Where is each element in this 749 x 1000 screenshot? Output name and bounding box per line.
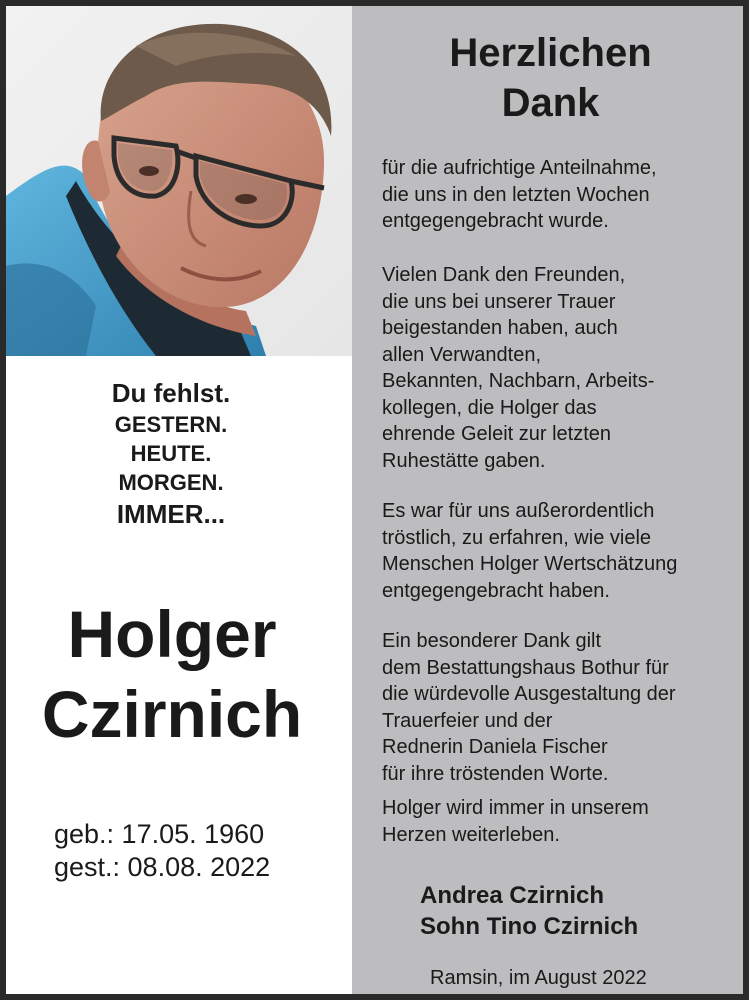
signer-name: Sohn Tino Czirnich [420,913,639,940]
text-line: für ihre tröstenden Worte. [382,762,609,785]
text-line: entgegengebracht haben. [382,579,610,602]
motto [6,376,336,531]
text-line: Herzen weiterleben. [382,823,560,846]
motto-line: HEUTE. [130,441,212,466]
text-line: Rednerin Daniela Fischer [382,736,608,758]
heading-line: Herzlichen [449,31,652,75]
first-name: Holger [67,597,277,671]
paragraph [382,498,732,604]
text-line: Vielen Dank den Freunden, [382,264,626,286]
text-line: Es war für uns außerordentlich [382,500,655,522]
portrait-illustration [6,6,352,356]
text-line: die uns in den letzten Wochen [382,183,650,206]
text-line: Menschen Holger Wertschätzung [382,553,678,575]
last-name: Czirnich [41,677,303,751]
text-line: die uns bei unserer Trauer [382,290,616,313]
signers [420,880,740,942]
signer-name: Andrea Czirnich [420,882,605,909]
motto-line: Du fehlst. [111,378,231,408]
motto-line: GESTERN. [114,412,228,437]
birth-date: geb.: 17.05. 1960 [54,819,265,849]
thanks-heading [352,28,749,128]
text-line: Ein besonderer Dank gilt [382,630,602,652]
motto-line: IMMER... [116,499,226,529]
paragraph [382,628,732,787]
text-line: die würdevolle Ausgestaltung der [382,683,676,705]
heading-line: Dank [501,81,600,125]
text-line: Bekannten, Nachbarn, Arbeits- [382,370,655,392]
place-date: Ramsin, im August 2022 [430,967,647,989]
text-line: dem Bestattungshaus Bothur für [382,656,669,679]
life-dates [54,818,270,884]
text-line: kollegen, die Holger das [382,396,597,419]
text-line: ehrende Geleit zur letzten [382,423,612,445]
death-date: gest.: 08.08. 2022 [54,852,271,882]
paragraph [382,155,732,235]
text-line: für die aufrichtige Anteilnahme, [382,157,657,179]
text-line: beigestanden haben, auch [382,317,618,339]
text-line: allen Verwandten, [382,343,542,366]
text-line: tröstlich, zu erfahren, wie viele [382,526,652,549]
text-line: entgegengebracht wurde. [382,210,609,232]
paragraph [382,262,732,474]
portrait-photo [6,6,352,356]
left-panel [6,6,352,994]
paragraph [382,795,732,848]
deceased-name [6,594,338,754]
motto-line: MORGEN. [118,470,224,495]
text-line: Trauerfeier und der [382,709,553,732]
text-line: Ruhestätte gaben. [382,449,546,472]
text-line: Holger wird immer in unserem [382,797,649,819]
